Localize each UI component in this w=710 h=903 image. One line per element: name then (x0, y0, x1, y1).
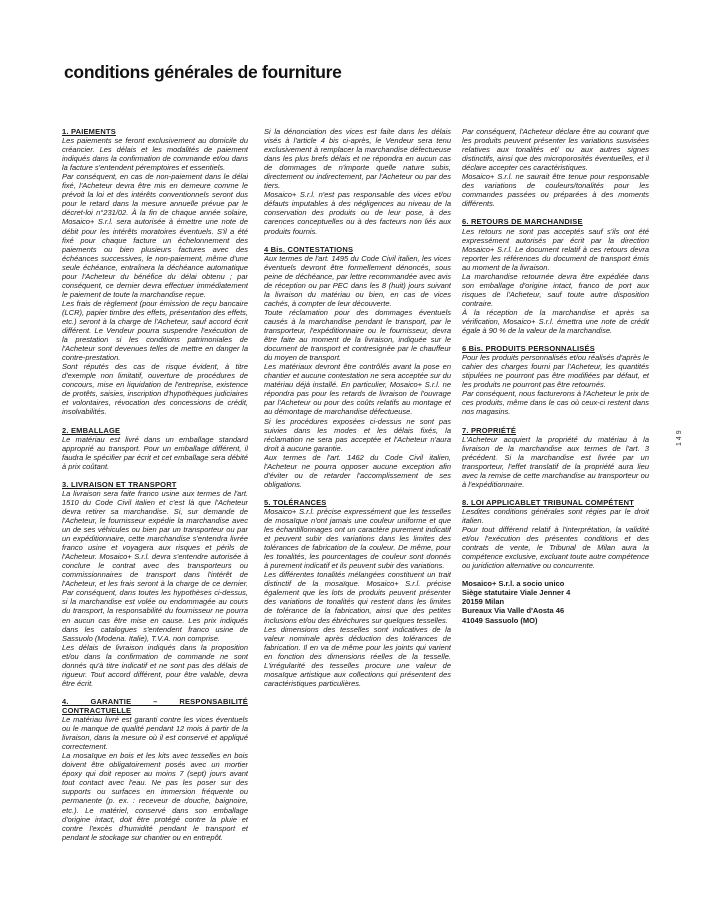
paragraph: Les dimensions des tesselles sont indicatives de la valeur nominale après déduction des tolérances de fabrication. Il en va de même pour les joints qui varient en fonction des dimensions réelles de la tesselle. L'irrégularité des tesselles procure une valeur de mosaïque artistique aux collections qui présentent des caractéristiques particulières. (264, 624, 451, 688)
paragraph: Pour les produits personnalisés et/ou réalisés d'après le cahier des charges fourni par l'Acheteur, les quantités stipulées ne pourront pas être modifiées par défaut, et les produits ne pourront pas être retournés. (462, 353, 649, 390)
paragraph: À la réception de la marchandise et après sa vérification, Mosaico+ S.r.l. émettra une note de crédit égale à 90 % de la valeur de la marchandise. (462, 307, 649, 336)
paragraph: Le matériau est livré dans un emballage standard approprié au transport. Pour un emballage différent, il faudra le spécifier par écrit et cet emballage sera débité à prix coûtant. (62, 434, 248, 471)
text-column-1 (62, 127, 248, 842)
page-title: conditions générales de fourniture (64, 62, 342, 82)
section-heading: 4 Bis. CONTESTATIONS (264, 244, 354, 254)
section-heading: 1. PAIEMENTS (62, 127, 116, 136)
text-column-3 (462, 127, 649, 842)
paragraph: La marchandise retournée devra être expédiée dans son emballage d'origine intact, franco de port aux risques de l'Acheteur, sauf toute autre disposition contraire. (462, 271, 649, 308)
paragraph: Aux termes de l'art. 1462 du Code Civil italien, l'Acheteur ne pourra opposer aucune exception afin d'éviter ou de retarder l'accomplissement de ses obligations. (264, 452, 451, 489)
paragraph: Par conséquent, nous facturerons à l'Acheteur le prix de ces produits, même dans le cas où ceux-ci restent dans nos magasins. (462, 389, 649, 417)
paragraph: Par conséquent, en cas de non-paiement dans le délai fixé, l'Acheteur devra être mis en demeure comme le prévoit la loi et des intérêts conventionnels seront dus pour le retard dans la mesure annuelle prévue par le décret-loi n°231/02. À la fin de chaque année solaire, Mosaico+ S.r.l. sera autorisée à émettre une note de débit pour les intérêts moratoires éventuels. S'il a été fixé pour chaque facture un échelonnement des paiements ou bien plusieurs factures avec des échéances successives, le non-paiement, même d'une seule échéance, entraînera la déchéance automatique pour l'Acheteur du bénéfice du délai obtenu ; par conséquent, ce dernier devra effectuer immédiatement le paiement de toute la marchandise reçue. (62, 172, 248, 299)
offices-city: 41049 Sassuolo (MO) (462, 615, 538, 625)
registered-office: Siège statutaire Viale Jenner 4 (462, 588, 571, 598)
paragraph: La mosaïque en bois et les kits avec tesselles en bois doivent être obligatoirement posés avec un mortier époxy qui doit reposer au moins 7 (sept) jours avant tout contact avec l'eau. Ne pas les poser sur des supports ou surfaces en immersion fréquente ou permanente (p. ex. : receveur de douche, baignoire, etc.). Le matériel, conservé dans son emballage d'origine intact, doit être protégé contre la pluie et contre l'excès d'humidité pendant le transport et pendant le stockage sur chantier ou en entrepôt. (62, 751, 248, 842)
paragraph: Le matériau livré est garanti contre les vices éventuels ou le manque de qualité pendant 12 mois à partir de la livraison, dans la mesure où il est conservé et appliqué correctement. (62, 715, 248, 752)
paragraph: Pour tout différend relatif à l'interprétation, la validité et/ou l'exécution des présentes conditions et des contrats de vente, le Tribunal de Milan aura la compétence exclusive, excluant toute autre compétence ou juridiction alternative ou concurrente. (462, 525, 649, 571)
offices-address: Bureaux Via Valle d'Aosta 46 (462, 606, 565, 616)
paragraph: Si la dénonciation des vices est faite dans les délais visés à l'article 4 bis ci-après, le Vendeur sera tenu exclusivement à remplacer la marchandise défectueuse dans les plus brefs délais et ne répondra en aucun cas de dommages de n'importe quelle nature subis, directement ou indirectement, par l'Acheteur ou par des tiers. (264, 127, 451, 191)
paragraph: La livraison sera faite franco usine aux termes de l'art. 1510 du Code Civil italien et c'est là que l'Acheteur devra retirer sa marchandise. Si, sur demande de l'Acheteur, le fournisseur expédie la marchandise avec un de ses véhicules ou bien par un transporteur ou par un expéditionnaire, cette marchandise s'entendra livrée franco usine et voyagera aux risques et périls de l'Acheteur. Mosaico+ S.r.l. devra s'entendre autorisée à conclure le contrat avec des transporteurs ou commissionnaires de transport dans l'intérêt de l'Acheteur, et les frais seront à la charge de ce dernier. Par conséquent, dans toutes les hypothèses ci-dessus, si la marchandise est volée ou endommagée au cours du transport, la responsabilité du fournisseur ne pourra en aucun cas être mise en cause. Les prix indiqués dans les catalogues s'entendent franco usine de Sassuolo (Modena. Italie), T.V.A. non comprise. (62, 488, 248, 643)
paragraph: Les frais de règlement (pour émission de reçu bancaire (LCR), papier timbre des effets, présentation des effets, etc.) seront à la charge de l'Acheteur, sauf accord écrit différent. Le Vendeur pourra suspendre l'exécution de la prestation si les conditions patrimoniales de l'Acheteur sont devenues telles de mettre en danger la contre-prestation. (62, 298, 248, 363)
section-heading: 2. EMBALLAGE (62, 425, 121, 435)
registered-city: 20159 Milan (462, 597, 505, 607)
section-heading: 3. LIVRAISON ET TRANSPORT (62, 479, 177, 489)
paragraph: Les retours ne sont pas acceptés sauf s'ils ont été expressément autorisés par écrit par la direction Mosaico+ S.r.l. Le document relatif à ces retours devra reporter les références du document de transport émis au moment de la livraison. (462, 226, 649, 272)
page-number: 149 (676, 428, 683, 446)
paragraph: L'Acheteur acquiert la propriété du matériau à la livraison de la marchandise aux termes de l'art. 3 précédent. Si la marchandise est livrée par un transporteur, l'effet translatif de la propriété aura lieu avec la remise de cette marchandise au transporteur ou à l'expéditionnaire. (462, 434, 649, 489)
paragraph: Les matériaux devront être contrôlés avant la pose en chantier et aucune contestation ne sera acceptée sur du matériau déjà installé. En particulier, Mosaico+ S.r.l. ne répondra pas pour les retards de livraison de l'ouvrage par l'Acheteur ou pour des coûts relatifs au montage et au démontage de marchandise défectueuse. (264, 362, 451, 417)
section-heading: 8. LOI APPLICABLET TRIBUNAL COMPÉTENT (462, 497, 634, 507)
paragraph: Sont réputés des cas de risque évident, à titre d'exemple non limitatif, ouverture de procédures de concours, mise en liquidation de l'entreprise, existence de protêts, saisies, inscription d'hypothèques judiciaires et volontaires, révocation des concessions de crédit, insolvabilités. (62, 362, 248, 417)
paragraph: Mosaico+ S.r.l. précise expressément que les tesselles de mosaïque n'ont jamais une couleur uniforme et que les échantillonnages ont un caractère purement indicatif et peuvent subir des variations dans les limites des tolérances de fabrication de la couleur. De même, pour les tonalités, les pourcentages de couleur sont donnés à purement indicatif et ils peuvent subir des variations. (264, 506, 451, 571)
section-heading: 6 Bis. PRODUITS PERSONNALISÉS (462, 344, 595, 354)
paragraph: Les paiements se feront exclusivement au domicile du créancier. Les délais et les modalités de paiement indiqués dans la confirmation de commande et/ou dans la facture s'entendent péremptoires et essentiels. (62, 136, 248, 173)
text-column-2 (264, 127, 451, 842)
section-heading: 4. GARANTIE – RESPONSABILITÉ CONTRACTUELLE (62, 696, 248, 715)
section-heading: 6. RETOURS DE MARCHANDISE (462, 217, 583, 227)
paragraph: Lesdites conditions générales sont régies par le droit italien. (462, 506, 649, 526)
paragraph: Toute réclamation pour des dommages éventuels causés à la marchandise pendant le transport, par le transporteur, l'expéditionnaire ou le fournisseur, devra être faite au moment de la livraison, indiquée sur le document de transport et contresignée par le chauffeur du moyen de transport. (264, 307, 451, 363)
section-heading: 5. TOLÉRANCES (264, 497, 327, 507)
paragraph: Si les procédures exposées ci-dessus ne sont pas suivies dans les modes et les délais fixés, la réclamation ne sera pas acceptée et l'Acheteur n'aura droit à aucune garantie. (264, 416, 451, 453)
paragraph: Aux termes de l'art. 1495 du Code Civil italien, les vices éventuels devront être formellement dénoncés, sous peine de déchéance, par lettre recommandée avec avis de réception ou par PEC dans les 8 (huit) jours suivant la livraison du matériau ou bien, en cas de vices cachés, à compter de leur découverte. (264, 253, 451, 308)
paragraph: Mosaico+ S.r.l. ne saurait être tenue pour responsable des variations de couleurs/tonalités pour les commandes passées ou préparées à des moments différents. (462, 172, 649, 209)
section-heading: 7. PROPRIÉTÉ (462, 425, 517, 435)
paragraph: Mosaico+ S.r.l. n'est pas responsable des vices et/ou défauts imputables à des négligences au niveau de la conservation des produits ou de leur pose, à des carences conceptuelles ou à des facteurs non liés aux produits fournis. (264, 190, 451, 236)
paragraph: Les délais de livraison indiqués dans la proposition et/ou dans la confirmation de commande ne sont donnés qu'à titre indicatif et ne sont pas des délais de rigueur. Tout accord différent, pour être valable, devra être écrit. (62, 642, 248, 688)
paragraph: Par conséquent, l'Acheteur déclare être au courant que les produits peuvent présenter les variations susvisées relatives aux tonalités et/ ou aux autres signes distinctifs, ainsi que des microporosités éventuelles, et il déclare accepter ces caractéristiques. (462, 127, 649, 173)
paragraph: Les différentes tonalités mélangées constituent un trait distinctif de la mosaïque. Mosaico+ S.r.l. précise également que les lots de produits peuvent présenter des variations de tonalités qui restent dans les limites de tolérance de la fabrication, ainsi que des petites inclusions et/ou des ébréchures sur quelques tesselles. (264, 570, 451, 625)
company-name: Mosaico+ S.r.l. a socio unico (462, 579, 565, 589)
